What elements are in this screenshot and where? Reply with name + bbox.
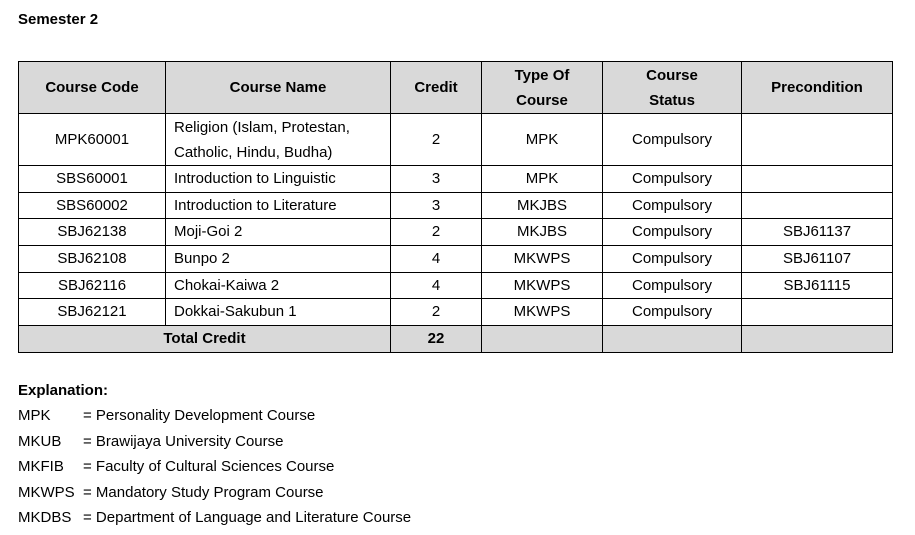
table-row: [19, 219, 893, 246]
precondition-cell: [742, 299, 893, 326]
table-row: [19, 166, 893, 193]
header-type-of-course: Type Of Course: [482, 62, 603, 114]
total-empty-cell: [603, 326, 742, 353]
type-cell: MKJBS: [482, 219, 603, 246]
explanation-item: [18, 505, 411, 530]
explanation-abbr: MKWPS: [18, 483, 75, 501]
course-name-cell: Chokai-Kaiwa 2: [166, 272, 391, 299]
course-name-cell: Introduction to Linguistic: [166, 166, 391, 193]
credit-cell: 2: [391, 219, 482, 246]
type-cell: MKWPS: [482, 272, 603, 299]
table-row: [19, 192, 893, 219]
type-cell: MPK: [482, 166, 603, 193]
status-cell: Compulsory: [603, 272, 742, 299]
explanation-abbr: MKDBS: [18, 509, 72, 527]
header-credit: Credit: [391, 62, 482, 114]
explanation-item: [18, 480, 411, 505]
precondition-cell: SBJ61137: [742, 219, 893, 246]
course-code-cell: MPK60001: [19, 114, 166, 166]
credit-cell: 2: [391, 114, 482, 166]
table-row: [19, 114, 893, 166]
explanation-desc: = Faculty of Cultural Sciences Course: [83, 458, 335, 476]
course-name-cell: Moji-Goi 2: [166, 219, 391, 246]
course-table: [18, 61, 893, 353]
header-precondition: Precondition: [742, 62, 893, 114]
course-name-cell: Dokkai-Sakubun 1: [166, 299, 391, 326]
explanation-desc: = Brawijaya University Course: [83, 432, 284, 450]
course-name-cell: Religion (Islam, Protestan, Catholic, Hindu, Budha): [166, 114, 391, 166]
status-cell: Compulsory: [603, 299, 742, 326]
precondition-cell: [742, 114, 893, 166]
precondition-cell: SBJ61115: [742, 272, 893, 299]
total-empty-cell: [742, 326, 893, 353]
explanation-abbr: MPK: [18, 407, 51, 425]
credit-cell: 3: [391, 192, 482, 219]
course-code-cell: SBS60001: [19, 166, 166, 193]
type-cell: MKWPS: [482, 246, 603, 273]
credit-cell: 4: [391, 272, 482, 299]
header-course-name: Course Name: [166, 62, 391, 114]
status-cell: Compulsory: [603, 219, 742, 246]
explanation-abbr: MKUB: [18, 432, 62, 450]
type-cell: MKWPS: [482, 299, 603, 326]
type-cell: MPK: [482, 114, 603, 166]
explanation-desc: = Mandatory Study Program Course: [83, 483, 324, 501]
table-row: [19, 246, 893, 273]
explanation-title: Explanation:: [18, 382, 109, 399]
total-credit-label: Total Credit: [19, 326, 391, 353]
table-row: [19, 272, 893, 299]
header-course-status: Course Status: [603, 62, 742, 114]
precondition-cell: SBJ61107: [742, 246, 893, 273]
precondition-cell: [742, 166, 893, 193]
explanation-item: [18, 454, 411, 479]
course-code-cell: SBJ62116: [19, 272, 166, 299]
status-cell: Compulsory: [603, 114, 742, 166]
explanation-section: [18, 378, 411, 530]
total-empty-cell: [482, 326, 603, 353]
total-credit-value: 22: [391, 326, 482, 353]
status-cell: Compulsory: [603, 246, 742, 273]
status-cell: Compulsory: [603, 166, 742, 193]
semester-heading: Semester 2: [18, 11, 99, 28]
header-course-code: Course Code: [19, 62, 166, 114]
credit-cell: 4: [391, 246, 482, 273]
table-header-row: [19, 62, 893, 114]
credit-cell: 2: [391, 299, 482, 326]
course-code-cell: SBJ62108: [19, 246, 166, 273]
explanation-desc: = Department of Language and Literature Course: [83, 509, 412, 527]
course-code-cell: SBS60002: [19, 192, 166, 219]
explanation-item: [18, 403, 411, 428]
table-row: [19, 299, 893, 326]
explanation-desc: = Personality Development Course: [83, 407, 316, 425]
course-code-cell: SBJ62138: [19, 219, 166, 246]
course-code-cell: SBJ62121: [19, 299, 166, 326]
type-cell: MKJBS: [482, 192, 603, 219]
precondition-cell: [742, 192, 893, 219]
status-cell: Compulsory: [603, 192, 742, 219]
explanation-item: [18, 429, 411, 454]
total-credit-row: [19, 326, 893, 353]
course-name-cell: Bunpo 2: [166, 246, 391, 273]
course-name-cell: Introduction to Literature: [166, 192, 391, 219]
credit-cell: 3: [391, 166, 482, 193]
explanation-abbr: MKFIB: [18, 458, 64, 476]
